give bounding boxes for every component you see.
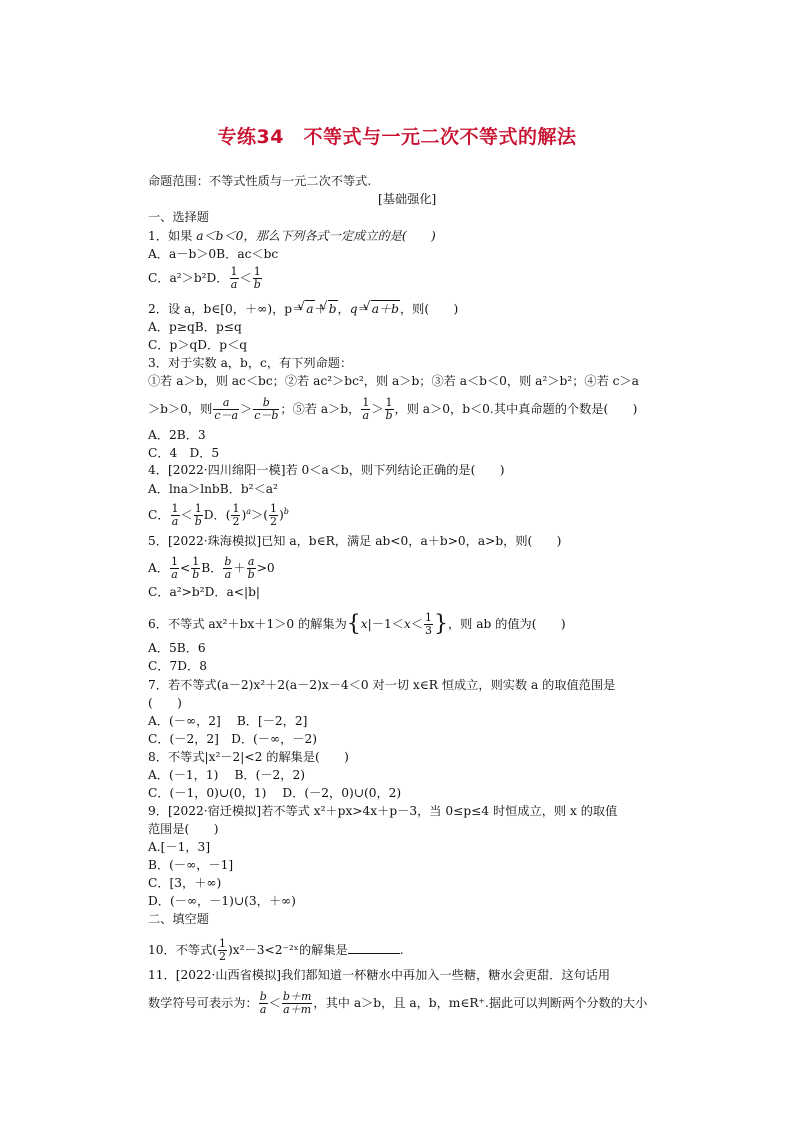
question-4-options-ab: A．lna＞lnbB．b²＜a² bbox=[148, 482, 278, 496]
question-3-line-1: ①若 a＞b，则 ac＜bc；②若 ac²＞bc²，则 a＞b；③若 a＜b＜0，则 a²＞b²；④若 c＞a bbox=[148, 374, 639, 388]
question-3-line-2: ＞b＞0，则 $\frac{a}{c-a}$ ＞ $\frac{b}{c-b}$ ；⑤若 a＞b， $\frac{1}{a}$ ＞ $\frac{1}{b}$ ，则 a＞0，b＜0.其中真命题的个数是( ) bbox=[148, 396, 638, 422]
question-9-option-d: D．(－∞，－1)∪(3，＋∞) bbox=[148, 894, 296, 908]
question-4: 4．[2022·四川绵阳一模]若 0＜a＜b，则下列结论正确的是( ) bbox=[148, 463, 505, 477]
question-7-options-ab: A．(－∞，2] B．[－2，2] bbox=[148, 714, 308, 728]
question-1-options-cd: C．a²＞b²D． $\frac{1}{a}$ ＜ $\frac{1}{b}$ bbox=[148, 265, 261, 291]
question-9-option-a: A.[－1，3] bbox=[148, 840, 211, 854]
question-10: 10．不等式( $\frac{1}{2}$ )x²－3<2⁻²ˣ的解集是 . bbox=[148, 937, 404, 963]
question-9-line-2: 范围是( ) bbox=[148, 822, 219, 836]
question-7: 7．若不等式(a－2)x²＋2(a－2)x－4＜0 对一切 x∈R 恒成立，则实数 a 的取值范围是 bbox=[148, 678, 616, 692]
question-1: 1．如果 a＜b＜0，那么下列各式一定成立的是( ) bbox=[148, 229, 436, 243]
question-1-options-ab: A．a－b＞0B．ac＜bc bbox=[148, 247, 279, 261]
question-6-options-ab: A．5B．6 bbox=[148, 641, 206, 655]
scope-text: 命题范围：不等式性质与一元二次不等式. bbox=[148, 174, 372, 188]
question-8-options-ab: A．(－1，1) B．(－2，2) bbox=[148, 768, 305, 782]
section-heading: 一、选择题 bbox=[148, 210, 209, 224]
question-11-line-2: 数学符号可表示为： $\frac{b}{a}$ ＜ $\frac{b+m}{a+m}$ ，其中 a＞b，且 a，b，m∈R⁺.据此可以判断两个分数的大小 bbox=[148, 990, 648, 1016]
question-3-options-cd: C．4 D．5 bbox=[148, 446, 220, 460]
answer-blank[interactable] bbox=[348, 953, 400, 954]
section-heading: 二、填空题 bbox=[148, 912, 209, 926]
question-5-options-cd: C．a²>b²D．a<|b| bbox=[148, 585, 261, 599]
section-tag: [基础强化] bbox=[378, 192, 437, 206]
question-6-options-cd: C．7D．8 bbox=[148, 659, 207, 673]
question-11: 11．[2022·山西省模拟]我们都知道一杯糖水中再加入一些糖，糖水会更甜．这句话用 bbox=[148, 968, 611, 982]
question-9: 9．[2022·宿迁模拟]若不等式 x²＋px>4x＋p－3，当 0≤p≤4 时恒成立，则 x 的取值 bbox=[148, 804, 618, 818]
question-6: 6．不等式 ax²＋bx＋1＞0 的解集为{x|－1＜x＜ $\frac{1}{3}$ }，则 ab 的值为( ) bbox=[148, 611, 566, 637]
question-4-options-cd: C． $\frac{1}{a}$ ＜ $\frac{1}{b}$ D．( $\frac{1}{2}$ )$^a$＞( $\frac{1}{2}$ )$^b$ bbox=[148, 502, 289, 528]
question-2: 2．设 a，b∈[0，＋∞)，p＝ √ a＋ √ b，q＝ √ a＋b，则( ) bbox=[148, 300, 458, 317]
page-title: 专练34 不等式与一元二次不等式的解法 bbox=[217, 126, 577, 148]
question-2-options-cd: C．p＞qD．p＜q bbox=[148, 338, 248, 352]
question-2-options-ab: A．p≥qB．p≤q bbox=[148, 320, 242, 334]
question-8: 8．不等式|x²－2|<2 的解集是( ) bbox=[148, 750, 349, 764]
question-9-option-c: C．[3，＋∞) bbox=[148, 876, 222, 890]
question-5: 5．[2022·珠海模拟]已知 a，b∈R，满足 ab<0，a＋b>0，a>b，则( ) bbox=[148, 534, 562, 548]
question-7-options-cd: C．(－2，2] D．(－∞，－2) bbox=[148, 732, 318, 746]
question-8-options-cd: C．(－1，0)∪(0，1) D．(－2，0)∪(0，2) bbox=[148, 786, 402, 800]
question-5-options-ab: A． $\frac{1}{a}$ < $\frac{1}{b}$ B． $\frac{b}{a}$ ＋ $\frac{a}{b}$ >0 bbox=[148, 555, 275, 581]
question-9-option-b: B．(－∞，－1] bbox=[148, 858, 234, 872]
question-7-line-2: ( ) bbox=[148, 696, 182, 710]
question-3: 3．对于实数 a，b，c，有下列命题： bbox=[148, 356, 353, 370]
question-3-options-ab: A．2B．3 bbox=[148, 428, 206, 442]
